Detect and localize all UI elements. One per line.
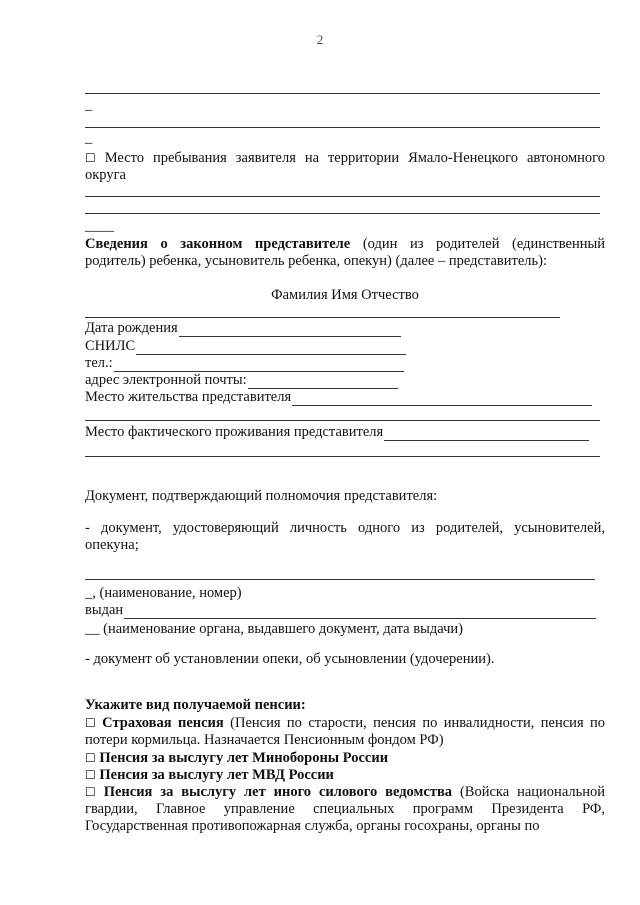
snils-field[interactable]: СНИЛС: [85, 338, 406, 355]
page-number: 2: [316, 32, 324, 47]
blank-line: [85, 456, 600, 457]
issued-by-label: __ (наименование органа, выдавшего документ, дата выдачи): [85, 621, 463, 637]
email-field[interactable]: адрес электронной почты:: [85, 372, 398, 389]
pension-option-mvd[interactable]: ☐ Пенсия за выслугу лет МВД России: [85, 767, 334, 783]
blank-line: [85, 420, 600, 421]
fio-line[interactable]: [85, 317, 560, 318]
pension-heading: Укажите вид получаемой пенсии:: [85, 697, 306, 713]
issued-field[interactable]: выдан: [85, 602, 596, 619]
dob-field[interactable]: Дата рождения: [85, 320, 401, 337]
residence-field[interactable]: Место жительства представителя: [85, 389, 592, 406]
blank-line-tail: _: [85, 130, 93, 146]
checkbox-icon[interactable]: ☐: [85, 151, 96, 165]
doc-identity-label: - документ, удостоверяющий личность одного из родителей, усыновителей, опекуна;: [85, 520, 605, 553]
sojourn-label: Место пребывания заявителя на территории Ямало-Ненецкого автономного округа: [85, 150, 606, 183]
sojourn-option[interactable]: [85, 150, 605, 184]
blank-line-tail: _: [85, 97, 93, 113]
checkbox-icon[interactable]: ☐: [85, 716, 96, 730]
phone-field[interactable]: тел.:: [85, 355, 404, 372]
pension-option-mod[interactable]: ☐ Пенсия за выслугу лет Минобороны России: [85, 750, 389, 766]
blank-line: [85, 93, 600, 94]
fio-label: Фамилия Имя Отчество: [271, 287, 419, 303]
checkbox-icon[interactable]: ☐: [85, 768, 96, 782]
doc-name-number-label: _, (наименование, номер): [85, 585, 242, 601]
checkbox-icon[interactable]: ☐: [85, 785, 96, 799]
actual-residence-field[interactable]: Место фактического проживания представителя: [85, 424, 589, 441]
blank-line: [85, 127, 600, 128]
pension-option-other[interactable]: ☐ Пенсия за выслугу лет иного силового ведомства (Войска национальной гвардии, Главное управление специальных программ Президента РФ, Государственная противопожарная служба, органы госохраны, органы по: [85, 784, 606, 834]
doc-name-line[interactable]: [85, 579, 595, 580]
blank-line: [85, 196, 600, 197]
doc-authority-label: Документ, подтверждающий полномочия представителя:: [85, 488, 438, 504]
doc-guardianship-label: - документ об установлении опеки, об усыновлении (удочерении).: [85, 651, 495, 667]
checkbox-icon[interactable]: ☐: [85, 751, 96, 765]
pension-option-insurance[interactable]: ☐ Страховая пенсия (Пенсия по старости, пенсия по инвалидности, пенсия по потери кормильца. Назначается Пенсионным фондом РФ): [85, 715, 606, 748]
blank-line: [85, 213, 600, 214]
blank-line-tail: ____: [85, 218, 114, 234]
representative-heading: Сведения о законном представителе (один из родителей (единственный родитель) ребенка, усыновитель ребенка, опекун) (далее – представитель):: [85, 236, 606, 269]
